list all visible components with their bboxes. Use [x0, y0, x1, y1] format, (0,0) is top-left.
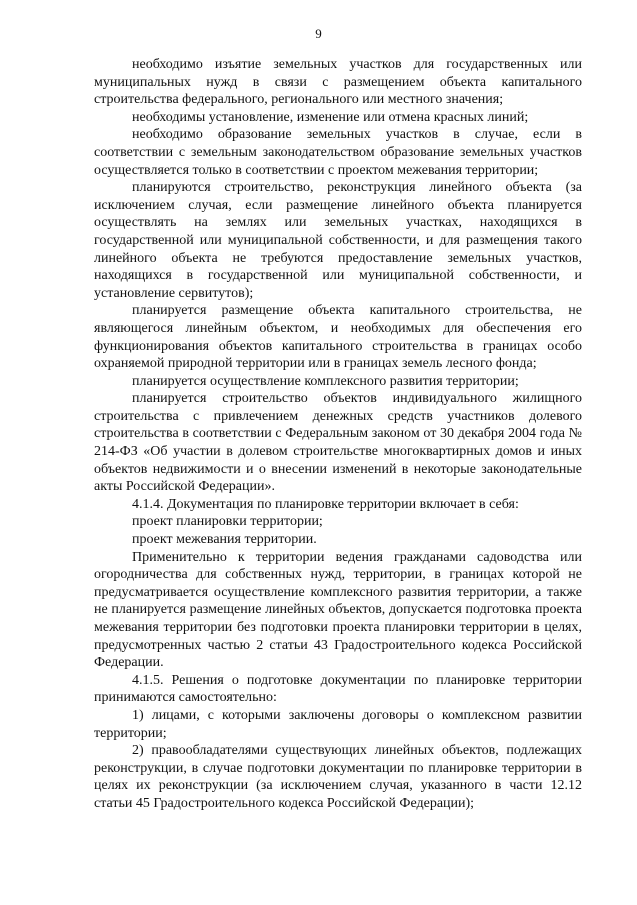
- paragraph: проект межевания территории.: [132, 532, 317, 548]
- paragraph: 2) правообладателями существующих линейных объектов, подлежащих реконструкции, в случае подготовки документации по планировке территории в целях их реконструкции (за исключением случая, указанного в части 12.12 статьи 45 Градостроительного кодекса Российской Федерации);: [94, 743, 582, 811]
- paragraph: 1) лицами, с которыми заключены договоры о комплексном развитии территории;: [94, 707, 582, 741]
- paragraph: планируется размещение объекта капитального строительства, не являющегося линейным объектом, и необходимых для обеспечения его функционирования объектов капитального строительства в границах особо охраняемой природной территории или в границах земель лесного фонда;: [94, 303, 582, 372]
- page-number: 9: [315, 26, 322, 41]
- paragraph: проект планировки территории;: [132, 514, 323, 530]
- paragraph: 4.1.4. Документация по планировке территории включает в себя:: [132, 496, 519, 512]
- paragraph: планируется строительство объектов индивидуального жилищного строительства с привлечением денежных средств участников долевого строительства в соответствии с Федеральным законом от 30 декабря 2004 года № 214-ФЗ «Об участии в долевом строительстве многоквартирных домов и иных объектов недвижимости и о внесении изменений в некоторые законодательные акты Российской Федерации».: [94, 391, 582, 495]
- paragraph: необходимо изъятие земельных участков для государственных или муниципальных нужд в связи с размещением объекта капитального строительства федерального, регионального или местного значения;: [94, 57, 582, 108]
- paragraph: Применительно к территории ведения гражданами садоводства или огородничества для собственных нужд, территории, в границах которой не предусматривается осуществление комплексного развития территории, а также не планируется размещение линейных объектов, допускается подготовка проекта межевания территории без подготовки проекта планировки территории в целях, предусмотренных частью 2 статьи 43 Градостроительного кодекса Российской Федерации.: [94, 549, 582, 671]
- paragraph: 4.1.5. Решения о подготовке документации по планировке территории принимаются самостоятельно:: [94, 672, 582, 706]
- document-body: [94, 56, 582, 813]
- paragraph: необходимы установление, изменение или отмена красных линий;: [132, 109, 529, 125]
- paragraph: необходимо образование земельных участков в случае, если в соответствии с земельным законодательством образование земельных участков осуществляется только в соответствии с проектом межевания территории;: [94, 127, 582, 178]
- paragraph: планируется осуществление комплексного развития территории;: [132, 373, 519, 389]
- paragraph: планируются строительство, реконструкция линейного объекта (за исключением случая, если размещение линейного объекта планируется осуществлять на землях или земельных участках, находящихся в государственной или муниципальной собственности, и для размещения такого линейного объекта не требуются предоставление земельных участков, находящихся в государственной или муниципальной собственности, и установление сервитутов);: [94, 180, 582, 301]
